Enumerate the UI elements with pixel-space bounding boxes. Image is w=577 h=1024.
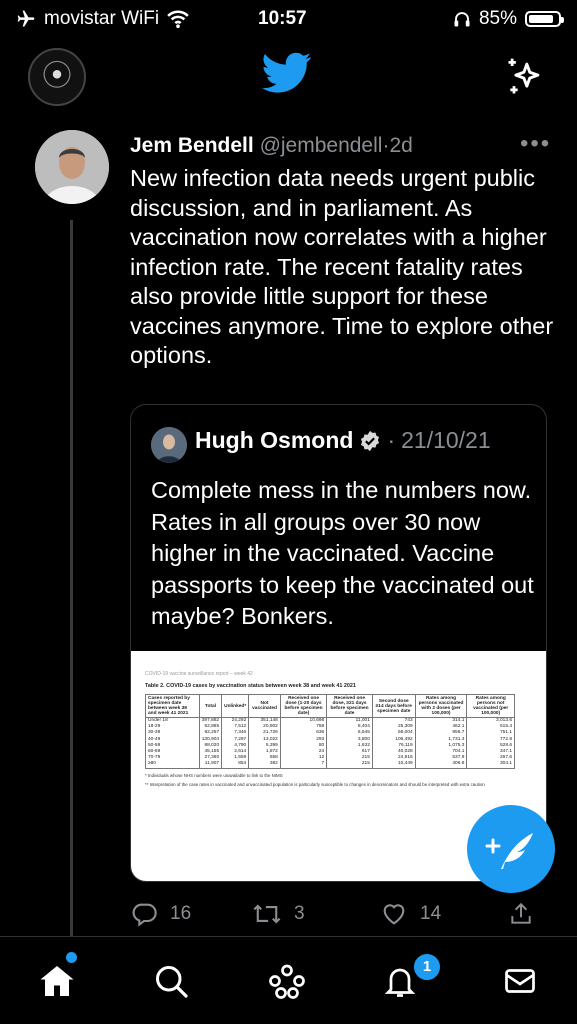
author-photo	[35, 130, 109, 204]
author-name[interactable]: Jem Bendell	[130, 134, 254, 157]
table-cell: 617	[327, 749, 373, 755]
table-cell: 106,492	[372, 737, 415, 743]
notification-badge: 1	[412, 952, 442, 982]
battery-icon	[525, 11, 561, 27]
table-column-header: Rates among persons not vaccinated (per 100,000)	[467, 695, 515, 718]
surveillance-report-table	[145, 671, 543, 787]
verified-badge-icon	[359, 430, 381, 452]
wifi-icon	[167, 10, 189, 28]
quote-text: Complete mess in the numbers now. Rates in all groups over 30 now higher in the vaccinated. Vaccine passports to keep the vaccinated out maybe? Bonkers.	[151, 477, 534, 629]
table-cell: 60-69	[146, 749, 200, 755]
table-cell: 80	[280, 743, 326, 749]
table-cell: 25,309	[372, 724, 415, 730]
messages-icon[interactable]	[501, 963, 539, 999]
quote-author-row	[195, 427, 491, 454]
table-cell: 1,075.3	[415, 743, 467, 749]
like-button[interactable]	[380, 900, 441, 928]
reply-icon	[130, 900, 158, 928]
table-column-header: Unlinked*	[222, 695, 249, 718]
table-cell: 956.7	[415, 730, 467, 736]
table-cell: 537.9	[415, 755, 467, 761]
spaces-icon[interactable]	[267, 963, 307, 999]
share-icon	[508, 900, 534, 928]
table-cell: 88,020	[199, 743, 221, 749]
table-column-header: Not vaccinated	[249, 695, 281, 718]
table-cell: 215	[327, 761, 373, 768]
table-cell: 636	[280, 730, 326, 736]
quote-author-avatar	[151, 427, 187, 463]
table-cell: 406.8	[415, 761, 467, 768]
like-count: 14	[420, 903, 442, 924]
home-icon[interactable]	[38, 963, 76, 999]
table-cell: 772.9	[467, 737, 515, 743]
table-note-1: * Individuals whose NHS numbers were unavailable to link to the NIMS	[145, 772, 283, 778]
table-cell: 40-49	[146, 737, 200, 743]
author-avatar[interactable]	[35, 130, 109, 204]
table-cell: 347.1	[467, 749, 515, 755]
tweet-actions	[130, 900, 530, 930]
quote-author-name: Hugh Osmond	[195, 427, 354, 453]
table-cell: 2,614	[222, 749, 249, 755]
report-header: COVID-19 vaccine surveillance report – week 42	[145, 671, 253, 677]
table-cell: 4,790	[222, 743, 249, 749]
table-cell: 1,632	[327, 743, 373, 749]
table-cell: 12	[280, 755, 326, 761]
table-cell: 50-59	[146, 743, 200, 749]
table-column-header: Total	[199, 695, 221, 718]
table-cell: 27,360	[199, 755, 221, 761]
table-cell: 11,001	[327, 718, 373, 725]
table-cell: 1,559	[222, 755, 249, 761]
table-cell: 11,907	[199, 761, 221, 768]
table-column-header: Cases reported by specimen date between week 38 and week 41 2021	[146, 695, 200, 718]
more-options-icon[interactable]: •••	[520, 130, 552, 157]
table-column-header: Received one dose (1-20 days before specimen date)	[280, 695, 326, 718]
table-cell: 304.1	[467, 761, 515, 768]
table-cell: 397,882	[199, 718, 221, 725]
retweet-button[interactable]	[252, 900, 305, 928]
table-cell: 45,155	[199, 749, 221, 755]
table-cell: 3,013.6	[467, 718, 515, 725]
table-cell: 6,545	[327, 730, 373, 736]
table-cell: 751.1	[467, 730, 515, 736]
table-title: Table 2. COVID-19 cases by vaccination status between week 38 and week 41 2021	[145, 683, 356, 689]
table-cell: 382	[249, 761, 281, 768]
table-cell: ≥80	[146, 761, 200, 768]
thread-line	[70, 220, 73, 940]
table-cell: 7,512	[222, 724, 249, 730]
table-cell: 215	[327, 755, 373, 761]
table-cell: 10,698	[280, 718, 326, 725]
table-column-header: Received one dose, ≥21 days before specimen date	[327, 695, 373, 718]
airplane-icon	[16, 9, 36, 29]
table-cell: 8,404	[327, 724, 373, 730]
tab-bar	[0, 936, 577, 1024]
twitter-bird-icon[interactable]	[262, 52, 312, 94]
table-cell: 1,731.3	[415, 737, 467, 743]
battery-percent: 85%	[478, 8, 517, 29]
table-cell: 76,119	[372, 743, 415, 749]
table-cell: 24,292	[222, 718, 249, 725]
table-cell: 293	[280, 737, 326, 743]
status-right	[453, 8, 561, 30]
table-cell: 7,346	[222, 730, 249, 736]
separator: ·	[382, 134, 390, 157]
carrier-label: movistar WiFi	[44, 8, 160, 29]
table-cell: 24,916	[372, 755, 415, 761]
table-column-header: Rates among persons vaccinated with 2 doses (per 100,000)	[415, 695, 467, 718]
separator: ·	[387, 427, 396, 453]
table-cell: 92,257	[199, 730, 221, 736]
table-cell: 20,902	[249, 724, 281, 730]
cases-table	[145, 694, 515, 769]
tweet-author-row	[130, 134, 413, 158]
table-cell: 56,004	[372, 730, 415, 736]
table-cell: 5,399	[249, 743, 281, 749]
table-cell: 3,800	[327, 737, 373, 743]
profile-avatar[interactable]	[28, 48, 86, 106]
table-row	[146, 761, 515, 768]
share-button[interactable]	[508, 900, 534, 928]
search-icon[interactable]	[153, 963, 189, 999]
retweet-icon	[252, 900, 282, 928]
table-cell: 21,726	[249, 730, 281, 736]
table-cell: 758	[280, 724, 326, 730]
headphones-icon	[453, 10, 471, 28]
table-cell: Under 18	[146, 718, 200, 725]
home-unread-dot	[66, 952, 77, 963]
table-cell: 18-29	[146, 724, 200, 730]
table-cell: 704.1	[415, 749, 467, 755]
table-cell: 10,449	[372, 761, 415, 768]
heart-icon	[380, 900, 408, 928]
table-cell: 7,297	[222, 737, 249, 743]
table-cell: 24	[280, 749, 326, 755]
table-cell: 351,148	[249, 718, 281, 725]
carrier	[16, 8, 189, 30]
table-cell: 658	[249, 755, 281, 761]
table-cell: 854	[222, 761, 249, 768]
clock: 10:57	[258, 8, 307, 29]
table-cell: 40,028	[372, 749, 415, 755]
compose-feather-icon	[467, 805, 555, 893]
table-cell: 70-79	[146, 755, 200, 761]
table-cell: 462.1	[415, 724, 467, 730]
table-cell: 615.4	[467, 724, 515, 730]
table-cell: 130,904	[199, 737, 221, 743]
status-bar	[0, 0, 577, 40]
tweet-text: New infection data needs urgent public discussion, and in parliament. As vaccination now correlates with a higher infection rate. The recent fatality rates also provide little support for these vaccines anymore. Time to explore other options.	[130, 165, 554, 368]
author-handle[interactable]: @jembendell	[259, 134, 383, 157]
table-note-2: ** Interpretation of the case rates in vaccinated and unvaccinated population is particularly susceptible to changes in denominators and should be interpreted with extra caution	[145, 782, 485, 788]
table-cell: 30-39	[146, 730, 200, 736]
table-cell: 743	[372, 718, 415, 725]
table-cell: 13,022	[249, 737, 281, 743]
table-cell: 528.6	[467, 743, 515, 749]
retweet-count: 3	[294, 903, 305, 924]
quote-date: 21/10/21	[401, 427, 491, 453]
compose-tweet-button[interactable]	[467, 805, 555, 893]
table-cell: 7	[280, 761, 326, 768]
tweet-age: 2d	[389, 134, 413, 157]
sparkle-icon[interactable]	[503, 55, 547, 99]
table-cell: 314.1	[415, 718, 467, 725]
table-cell: 1,872	[249, 749, 281, 755]
reply-count: 16	[170, 903, 192, 924]
table-cell: 267.6	[467, 755, 515, 761]
reply-button[interactable]	[130, 900, 191, 928]
table-column-header: Second dose ≥14 days before specimen date	[372, 695, 415, 718]
table-cell: 62,885	[199, 724, 221, 730]
